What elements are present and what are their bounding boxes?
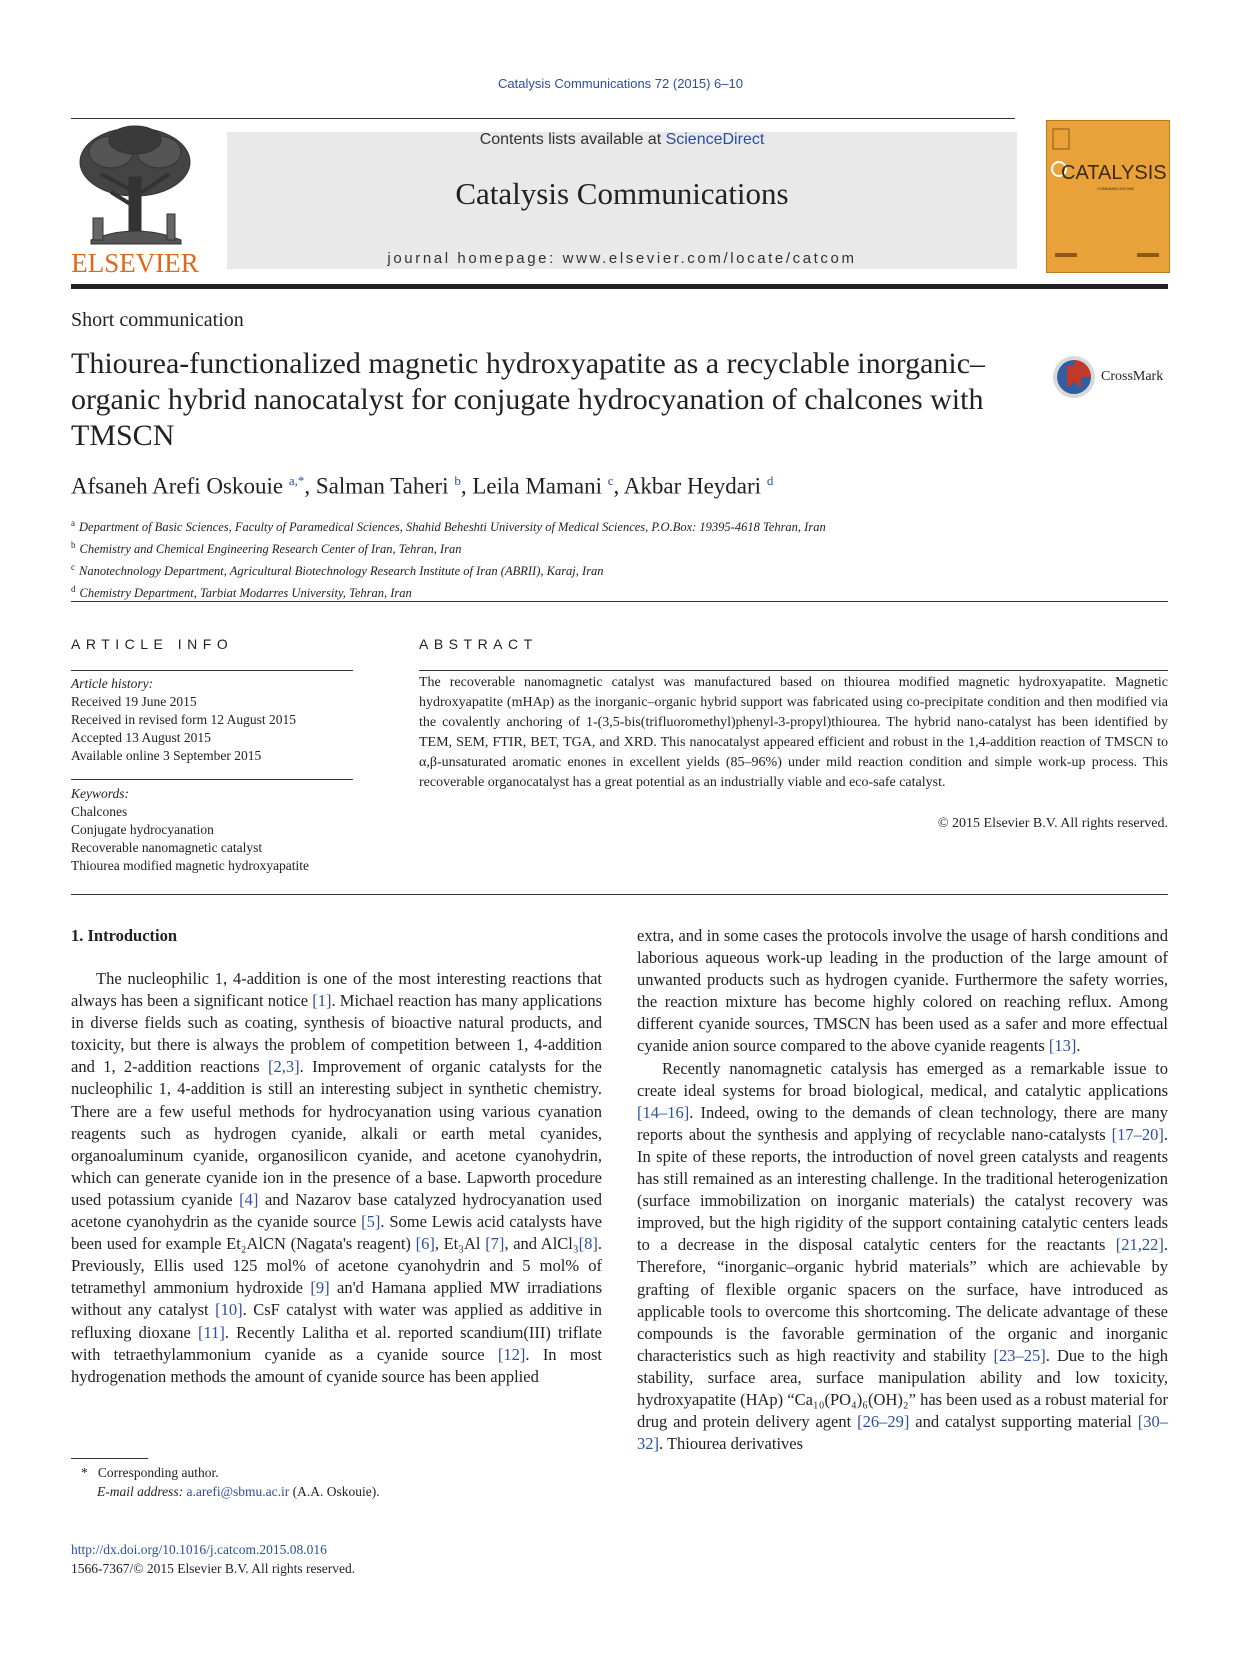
divider [419,670,1168,671]
journal-reference-link[interactable]: Catalysis Communications 72 (2015) 6–10 [498,76,743,91]
keyword-item: Thiourea modified magnetic hydroxyapatite [71,858,310,873]
body-text: Recently nanomagnetic catalysis has emerged as a remarkable issue to create ideal systems for broad biological, medical, and catalytic applications [637,1058,1168,1100]
contents-line [227,131,1017,149]
history-item: Available online 3 September 2015 [71,748,262,763]
paragraph [637,925,1168,1058]
affiliation-item [71,558,826,580]
journal-cover-thumbnail[interactable] [1046,120,1170,273]
body-text: an'd Hamana applied MW irradiations without any catalyst [71,1278,602,1320]
abstract-heading: ABSTRACT [419,636,538,652]
body-text: , Et₃Al [434,1234,486,1254]
doi-link[interactable]: http://dx.doi.org/10.1016/j.catcom.2015.08.016 [71,1542,327,1557]
author-list [71,473,773,500]
crossmark-button[interactable] [1052,355,1172,399]
sciencedirect-link[interactable]: ScienceDirect [665,131,765,148]
paper-title: Thiourea-functionalized magnetic hydroxyapatite as a recyclable inorganic–organic hybrid nanocatalyst for conjugate hydrocyanation of chalcones with TMSCN [71,347,986,452]
body-column-right [637,925,1168,1455]
keywords-label: Keywords: [71,786,129,801]
body-text: . Improvement of organic catalysts for the nucleophilic 1, 4-addition is still an interesting subject in synthetic chemistry. There are a few useful methods for hydrocyanation using various cyanation reagents such as hydrogen cyanide, alkali or earth metal cyanides, organoaluminum cyanide, organosilicon cyanide, and acetone cyanohydrin, which can generate cyanide ion in the presence of a base. Lapworth procedure used potassium cyanide [71,1057,602,1209]
crossmark-icon [1052,355,1096,399]
affiliation-marker: c [71,562,75,573]
elsevier-logo[interactable] [71,122,199,276]
author-affiliation-sup[interactable]: b [454,473,461,488]
author-name[interactable]: Akbar Heydari [623,473,762,499]
citation-link[interactable]: [4] [239,1189,259,1209]
citation-link[interactable]: [12] [497,1344,526,1364]
section-type: Short communication [71,309,244,331]
email-suffix: (A.A. Oskouie). [289,1484,380,1499]
affiliation-text: Department of Basic Sciences, Faculty of Paramedical Sciences, Shahid Beheshti University of Medical Sciences, P.O.Box: 19395-4618 Tehran, Iran [79,520,826,535]
citation-link[interactable]: [1] [312,991,332,1011]
divider [71,894,1168,895]
author-name[interactable]: Afsaneh Arefi Oskouie [71,473,284,499]
author-affiliation-sup[interactable]: c [607,473,614,488]
citation-link[interactable]: [13] [1048,1036,1077,1056]
crossmark-label: CrossMark [1101,369,1164,384]
corresponding-author-note [71,1463,380,1482]
keyword-item: Chalcones [71,804,128,819]
affiliation-item [71,580,826,602]
affiliation-text: Nanotechnology Department, Agricultural Biotechnology Research Institute of Iran (ABRII), Karaj, Iran [79,564,604,579]
citation-link[interactable]: [6] [415,1234,435,1254]
body-text: . Recently Lalitha et al. reported scandium(III) triflate with tetraethylammonium cyanide as a cyanide source [71,1322,603,1364]
author-separator: , [613,473,624,499]
citation-link[interactable]: [5] [361,1212,381,1232]
body-text: and catalyst supporting material [909,1412,1138,1432]
history-item: Received 19 June 2015 [71,694,197,709]
keywords [71,785,309,875]
affiliation-item [71,514,826,536]
body-text: extra, and in some cases the protocols involve the usage of harsh conditions and laborious aqueous work-up leading in the production of the large amount of unwanted products such as hydrogen cyanide. Furthermore the safety worries, the reaction mixture has become highly colored on reaching reflux. Among different cyanide sources, TMSCN has been used as a safer and more effectual cyanide anion source compared to the above cyanide reagents [637,926,1168,1056]
citation-link[interactable]: [17–20] [1111,1124,1164,1144]
paragraph [71,968,602,1388]
citation-link[interactable]: [23–25] [993,1345,1046,1365]
footnote-text: Corresponding author. [97,1465,219,1480]
journal-homepage-link[interactable]: journal homepage: www.elsevier.com/locate/catcom [387,250,857,267]
issn-line: 1566-7367/© 2015 Elsevier B.V. All rights reserved. [71,1561,356,1576]
author-name[interactable]: Leila Mamani [472,473,602,499]
body-text: . Thiourea derivatives [659,1434,804,1454]
keyword-item: Conjugate hydrocyanation [71,822,214,837]
author-name[interactable]: Salman Taheri [315,473,449,499]
citation-link[interactable]: [7] [485,1234,505,1254]
citation-link[interactable]: [14–16] [637,1102,690,1122]
abstract-text: The recoverable nanomagnetic catalyst was manufactured based on thiourea modified magnetic hydroxyapatite. Magnetic hydroxyapatite (mHAp) as the inorganic–organic hybrid support was fabricated using co-precipitate condition and then modified via the covalently anchoring of 1-(3,5-bis(trifluoromethyl)phenyl-3-propyl)thiourea. The hybrid nano-catalyst has been identified by TEM, SEM, FTIR, BET, TGA, and XRD. This nanocatalyst appeared efficient and robust in the 1,4-addition reaction of TMSCN to α,β-unsaturated aromatic enones in excellent yields (85–96%) under mild reaction condition and simple work-up process. This recoverable organocatalyst has a great potential as an industrially viable and eco-safe catalyst. [419,675,1168,791]
history-item: Received in revised form 12 August 2015 [71,712,296,727]
body-text: , and AlCl₃ [504,1234,579,1254]
body-text: . [1076,1036,1081,1056]
cover-subtitle: COMMUNICATIONS [1097,186,1135,191]
affiliation-text: Chemistry Department, Tarbiat Modarres University, Tehran, Iran [79,586,412,601]
cover-image [1047,121,1169,272]
history-item: Accepted 13 August 2015 [71,730,211,745]
header-thick-rule [71,284,1168,289]
body-text: . CsF catalyst with water was applied as additive in refluxing dioxane [71,1300,602,1342]
divider [71,601,1168,602]
cover-title: CATALYSIS [1061,162,1167,184]
citation-link[interactable]: [2,3] [268,1057,300,1077]
elsevier-wordmark: ELSEVIER [71,248,199,276]
citation-link[interactable]: [30–32] [637,1412,1168,1454]
body-text: . In most hydrogenation methods the amount of cyanide source has been applied [71,1344,602,1386]
citation-link[interactable]: [8] [578,1234,598,1254]
author-separator: , [304,473,316,499]
body-text: The nucleophilic 1, 4-addition is one of the most interesting reactions that always has been a significant notice [71,969,602,1011]
citation-link[interactable]: [11] [198,1322,225,1342]
section-heading-introduction: 1. Introduction [71,926,178,945]
body-text: . Michael reaction has many applications in diverse fields such as coating, synthesis of bioactive natural products, and toxicity, but there is always the problem of competition between 1, 4-addition and 1, 2-addition reactions [71,991,603,1077]
author-affiliation-sup[interactable]: d [766,473,774,488]
paragraph [637,1058,1168,1456]
citation-link[interactable]: [21,22] [1115,1235,1164,1255]
top-rule [71,118,1015,119]
affiliation-text: Chemistry and Chemical Engineering Research Center of Iran, Tehran, Iran [79,542,462,557]
email-label: E-mail address: [97,1484,187,1499]
footnote-marker: * [81,1465,88,1480]
article-info-heading: ARTICLE INFO [71,636,234,652]
body-text: . Previously, Ellis used 125 mol% of acetone cyanohydrin and 5 mol% of tetramethyl ammonium hydroxide [71,1234,602,1298]
contents-prefix: Contents lists available at [479,131,666,148]
footnote-rule [71,1458,148,1459]
body-text: . Due to the high stability, surface area, surface manipulation ability and low toxicity, hydroxyapatite (HAp) “Ca₁₀(PO₄)₆(OH)₂” has been used as a robust material for drug and protein delivery agent [637,1345,1168,1432]
citation-link[interactable]: [9] [310,1278,330,1298]
keyword-item: Recoverable nanomagnetic catalyst [71,840,263,855]
affiliation-list [71,514,826,603]
email-line [71,1482,380,1501]
author-affiliation-sup[interactable]: a,* [288,473,305,488]
body-text: and Nazarov base catalyzed hydrocyanation used acetone cyanohydrin as the cyanide source [71,1189,603,1232]
doi-block [71,1540,355,1578]
body-text: . Some Lewis acid catalysts have been used for example Et₂AlCN (Nagata's reagent) [71,1212,603,1254]
abstract-copyright: © 2015 Elsevier B.V. All rights reserved. [937,816,1168,831]
body-text: . In spite of these reports, the introduction of novel green catalysts and reagents has still remained as an interesting challenge. In the traditional heterogenization (surface immobilization on inorganic materials) the catalyst recovery was improved, but the high rigidity of the support containing catalytic centers leads to a decrease in the disposal catalytic centers for the reactants [637,1124,1168,1255]
affiliation-marker: d [71,584,76,595]
affiliation-marker: a [71,518,75,528]
affiliation-item [71,536,826,558]
email-link[interactable]: a.arefi@sbmu.ac.ir [186,1484,290,1499]
author-separator: , [460,473,473,499]
affiliation-marker: b [71,540,76,551]
divider [71,670,353,671]
journal-title: Catalysis Communications [455,176,789,211]
body-text: . Therefore, “inorganic–organic hybrid materials” which are achievable by grafting of flexible organic spacers on the surface, have introduced as applicable tools to overcome this shortcoming. The delicate advantage of these compounds is the favorable germination of the organic and inorganic characteristics such as high reactivity and stability [637,1235,1168,1365]
footnote [71,1463,380,1501]
body-text: . Indeed, owing to the demands of clean technology, there are many reports about the synthesis and applying of recyclable nano-catalysts [637,1102,1168,1144]
history-label: Article history: [71,676,154,691]
citation-link[interactable]: [10] [215,1300,243,1320]
citation-link[interactable]: [26–29] [857,1412,910,1432]
elsevier-tree-icon [71,122,199,276]
article-history [71,675,296,765]
divider [71,779,353,780]
journal-masthead [227,132,1017,269]
body-column-left [71,968,602,1388]
